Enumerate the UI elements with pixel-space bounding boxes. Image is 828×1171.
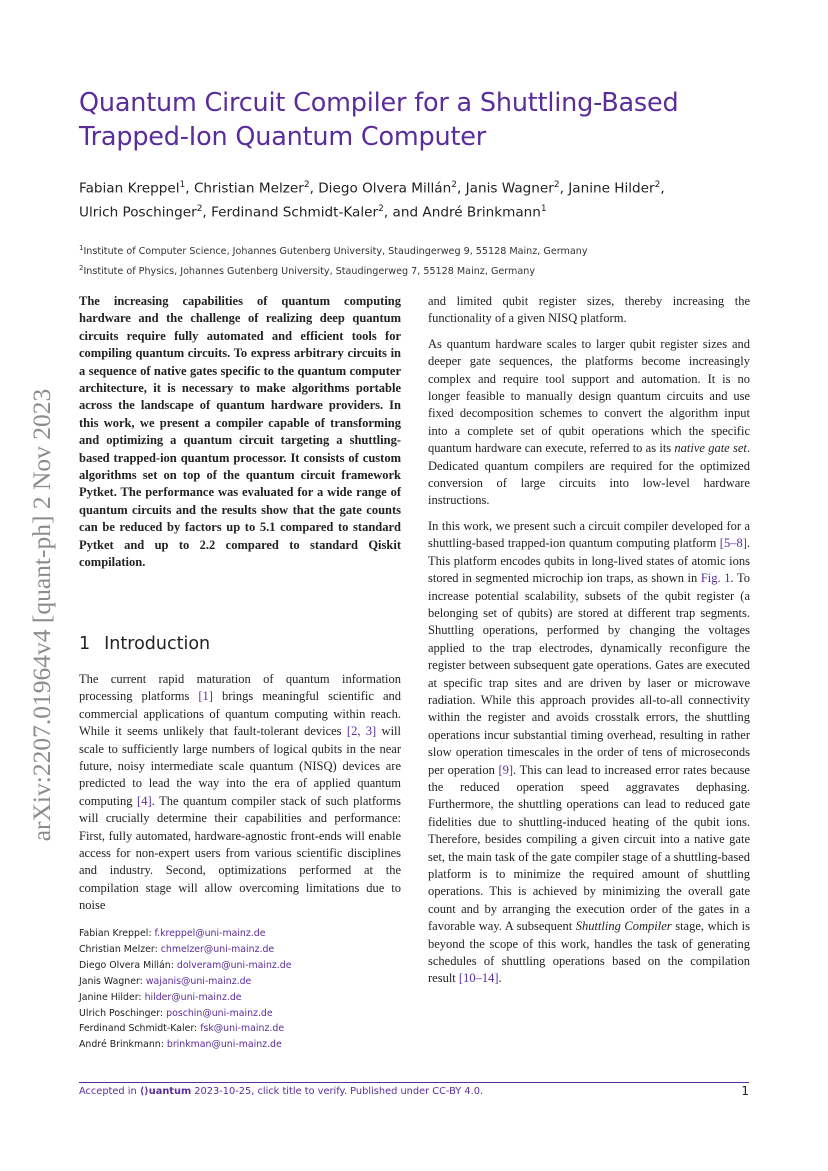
affiliation-list (79, 240, 759, 280)
footnote-name: Diego Olvera Millán: (79, 959, 177, 971)
footnote-name: Christian Melzer: (79, 943, 161, 955)
affiliation-text: Institute of Computer Science, Johannes Gutenberg University, Staudingerweg 9, 55128 Mainz, Germany (83, 246, 588, 258)
text-run: will scale to sufficiently large numbers of logical qubits in the near future, noisy intermediate scale quantum (NISQ) devices are predicted to lead the way into the era of applied quantum computing (79, 724, 401, 808)
author-affil-mark: 2 (451, 180, 457, 190)
text-run: . To increase potential scalability, subsets of the qubit register (a belonging set of qubits) are stored at different trap segments. Shuttling operations, performed by changing the voltages applied to the trap electrodes, dynamically reconfigure the register between subsequent gate operations. Gates are executed at specific trap sites and are driven by laser or microwave radiation. While this approach provides all-to-all connectivity within the register and avoids crosstalk errors, the shuttling operations incur substantial timing overhead, resulting in rather slow operation timescales in the order of tens of microseconds per operation (428, 571, 750, 777)
text-run: In this work, we present such a circuit compiler developed for a shuttling-based trapped-ion quantum computing platform (428, 518, 750, 551)
text-run: brings meaningful scientific and commercial applications of quantum computing within reach. While it seems unlikely that fault-tolerant devices (79, 689, 401, 739)
figure-link[interactable]: Fig. 1 (700, 571, 731, 586)
page-footer (79, 1082, 749, 1098)
author-list (79, 175, 719, 223)
author-affil-mark: 2 (553, 180, 560, 190)
footnote-name: Fabian Kreppel: (79, 928, 155, 939)
footnote-name: Ulrich Poschinger: (79, 1007, 167, 1019)
email-link[interactable]: hilder@uni-mainz.de (144, 991, 242, 1003)
abstract-text: The increasing capabilities of quantum computing hardware and the challenge of realizing deep quantum circuits require fully automated and efficient tools for compiling quantum circuits. To express arbitrary circuits in a sequence of native gates specific to the quantum computer architecture, it is necessary to make algorithms portable across the landscape of quantum hardware providers. In this work, we present a compiler capable of transforming and optimizing a quantum circuit targeting a shuttling-based trapped-ion quantum processor. It consists of custom algorithms set on top of the quantum circuit framework Pytket. The performance was evaluated for a wide range of quantum circuits and the results show that the gate counts can be reduced by factors up to 5.1 compared to standard Pytket and up to 2.2 compared to standard Qiskit compilation. (79, 294, 401, 570)
section-heading (79, 634, 210, 654)
author-affil-mark: 2 (378, 204, 384, 215)
text-run: . This can lead to increased error rates because the reduced operation speed aggravates dephasing. Furthermore, the shuttling operations can lead to reduced gate fidelities due to shuttling-induced heating of the qubit ions. Therefore, besides compiling a given circuit into a native gate set, the main task of the gate compiler stage of a shuttling-based platform is to minimize the required amount of shuttling operations. This is achieved by minimizing the overall gate count and by arranging the execution order of the gates in a favorable way. A subsequent (428, 762, 750, 934)
author-name: Diego Olvera Millán (318, 180, 452, 197)
affiliation-mark: 2 (79, 264, 84, 273)
intro-paragraph (428, 336, 750, 510)
citation-link[interactable]: [5–8] (719, 536, 747, 551)
footnote (79, 1006, 409, 1022)
citation-link[interactable]: [2, 3] (346, 724, 377, 739)
journal-logo: ⟨⟩uantum (139, 1086, 192, 1097)
author-affil-mark: 2 (303, 180, 310, 190)
footnote (79, 926, 409, 942)
author-affil-mark: 2 (654, 180, 661, 190)
author-separator: , (185, 180, 194, 197)
author-email-footnotes (79, 926, 409, 1053)
section-title: Introduction (104, 634, 211, 654)
footnote (79, 1021, 409, 1037)
emphasis-text: Shuttling Compiler (575, 919, 672, 934)
intro-left-column (79, 671, 401, 915)
page-number: 1 (741, 1084, 749, 1098)
affiliation (79, 260, 759, 280)
affiliation-mark: 1 (79, 244, 84, 252)
author-separator: , (559, 180, 569, 197)
author-name: Christian Melzer (193, 180, 304, 197)
author-separator: , (660, 180, 665, 197)
author-separator: , (456, 180, 466, 197)
footnote (79, 990, 409, 1006)
email-link[interactable]: fsk@uni-mainz.de (200, 1023, 285, 1035)
author-name: Janis Wagner (465, 180, 554, 197)
footnote-name: André Brinkmann: (79, 1039, 167, 1051)
intro-paragraph (79, 671, 401, 915)
intro-right-column (428, 293, 750, 996)
paper-title[interactable]: Quantum Circuit Compiler for a Shuttling-Based Trapped-Ion Quantum Computer (79, 88, 679, 152)
footnote-name: Janis Wagner: (79, 975, 146, 987)
author-name: Fabian Kreppel (79, 180, 180, 197)
footnote (79, 958, 409, 974)
intro-paragraph (428, 518, 750, 988)
affiliation (79, 240, 759, 260)
email-link[interactable]: brinkman@uni-mainz.de (166, 1039, 282, 1051)
abstract (79, 293, 401, 572)
email-link[interactable]: wajanis@uni-mainz.de (145, 975, 252, 987)
text-run: The current rapid maturation of quantum information processing platforms (79, 672, 401, 704)
section-number: 1 (79, 634, 91, 654)
intro-paragraph: and limited qubit register sizes, thereby increasing the functionality of a given NISQ platform. (428, 294, 750, 326)
text-run: As quantum hardware scales to larger qubit register sizes and deeper gate sequences, the platforms become increasingly complex and require tool support and automation. It is no longer feasible to manually design quantum circuits and use fixed decomposition schemes to convert the algorithm input into a complete set of qubit operations which the specific quantum hardware can execute, referred to as its (428, 336, 750, 456)
footnote (79, 974, 409, 990)
author-separator: , (202, 204, 212, 221)
affiliation-text: Institute of Physics, Johannes Gutenberg University, Staudingerweg 7, 55128 Mainz, Germany (83, 266, 536, 278)
footer-accepted: Accepted in (79, 1086, 140, 1097)
author-separator: , and (383, 204, 423, 221)
citation-link[interactable]: [4] (137, 793, 152, 808)
footnote (79, 942, 409, 958)
footnote (79, 1037, 409, 1053)
footnote-name: Janine Hilder: (79, 991, 145, 1003)
email-link[interactable]: poschin@uni-mainz.de (166, 1007, 273, 1019)
arxiv-stamp (20, 350, 64, 880)
emphasis-text: native gate set (674, 441, 747, 456)
citation-link[interactable]: [10–14] (458, 971, 499, 986)
text-run: . This platform encodes qubits in long-lived states of atomic ions stored in segmented microchip ion traps, as shown in (428, 536, 750, 586)
email-link[interactable]: dolveram@uni-mainz.de (176, 959, 292, 971)
author-affil-mark: 2 (196, 204, 203, 215)
author-separator: , (309, 180, 319, 197)
email-link[interactable]: chmelzer@uni-mainz.de (160, 943, 275, 955)
author-name: Ferdinand Schmidt-Kaler (211, 204, 379, 221)
author-name: Janine Hilder (568, 180, 655, 197)
email-link[interactable]: f.kreppel@uni-mainz.de (154, 928, 266, 939)
footer-text[interactable] (79, 1086, 483, 1097)
text-run: . Dedicated quantum compilers are required for the optimized conversion of large circuits into low-level hardware instructions. (428, 441, 750, 508)
author-affil-mark: 1 (179, 180, 186, 190)
citation-link[interactable]: [9] (498, 762, 514, 777)
arxiv-stamp-text: arXiv:2207.01964v4 [quant-ph] 2 Nov 2023 (27, 388, 56, 842)
text-run: . (498, 971, 502, 986)
author-name: Ulrich Poschinger (79, 204, 197, 221)
citation-link[interactable]: [1] (198, 689, 213, 704)
footnote-name: Ferdinand Schmidt-Kaler: (79, 1023, 201, 1035)
footer-info: 2023-10-25, click title to verify. Published under CC-BY 4.0. (191, 1086, 484, 1097)
author-affil-mark: 1 (540, 204, 547, 215)
text-run: . The quantum compiler stack of such platforms will crucially determine their capabilities and performance: First, fully automated, hardware-agnostic front-ends will enable access for non-expert users from various scientific disciplines and industry. Second, optimizations performed at the compilation stage will allow overcoming limitations due to noise (79, 793, 402, 913)
author-name: André Brinkmann (422, 204, 541, 221)
text-run: stage, which is beyond the scope of this work, handles the task of generating schedules of shuttling operations based on the compilation result (428, 919, 750, 986)
